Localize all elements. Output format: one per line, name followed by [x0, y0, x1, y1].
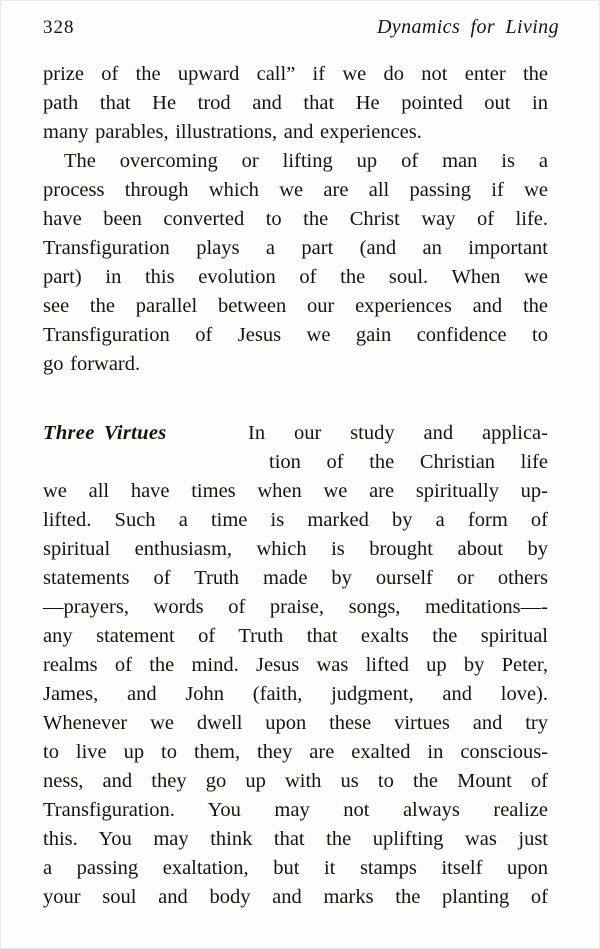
- text-line: your soul and body and marks the planting of: [43, 886, 548, 908]
- text-line: tion of the Christian life: [269, 451, 548, 473]
- text-line: ness, and they go up with us to the Mount of: [43, 770, 548, 792]
- page-number: 328: [43, 17, 75, 38]
- text-line: realms of the mind. Jesus was lifted up by Peter,: [43, 654, 548, 676]
- text-line: process through which we are all passing if we: [43, 179, 548, 201]
- text-line: Whenever we dwell upon these virtues and try: [43, 712, 548, 734]
- text-line: spiritual enthusiasm, which is brought about by: [43, 538, 548, 560]
- section-paragraph: [43, 419, 548, 912]
- text-line: statements of Truth made by ourself or others: [43, 567, 548, 589]
- text-line: go forward.: [43, 353, 141, 375]
- text-line: we all have times when we are spiritually up-: [43, 480, 548, 502]
- text-line: to live up to them, they are exalted in conscious-: [43, 741, 548, 763]
- text-line: see the parallel between our experiences and the: [43, 295, 548, 317]
- text-line: Transfiguration plays a part (and an important: [43, 237, 548, 259]
- paragraph: [43, 60, 548, 147]
- text-line: Transfiguration of Jesus we gain confidence to: [43, 324, 548, 346]
- text-line: prize of the upward call” if we do not enter the: [43, 63, 548, 85]
- text-line: —prayers, words of praise, songs, meditations—-: [43, 596, 548, 618]
- text-line: have been converted to the Christ way of life.: [43, 208, 548, 230]
- text-line: The overcoming or lifting up of man is a: [64, 150, 548, 172]
- running-head: [43, 16, 559, 39]
- text-line: path that He trod and that He pointed out in: [43, 92, 548, 114]
- running-title: Dynamics for Living: [376, 16, 559, 38]
- paragraph: [43, 147, 548, 379]
- text-line: a passing exaltation, but it stamps itself upon: [43, 857, 548, 879]
- text-line: part) in this evolution of the soul. When we: [43, 266, 548, 288]
- text-line: lifted. Such a time is marked by a form of: [43, 509, 548, 531]
- text-line: this. You may think that the uplifting was just: [43, 828, 548, 850]
- text-line: Transfiguration. You may not always realize: [43, 799, 548, 821]
- section-heading: Three Virtues: [43, 422, 167, 444]
- text-line: any statement of Truth that exalts the spiritual: [43, 625, 548, 647]
- text-line: many parables, illustrations, and experiences.: [43, 121, 422, 143]
- text-line: In our study and applica-: [248, 422, 548, 444]
- text-line: James, and John (faith, judgment, and love).: [43, 683, 548, 705]
- page-body-text: [43, 60, 548, 912]
